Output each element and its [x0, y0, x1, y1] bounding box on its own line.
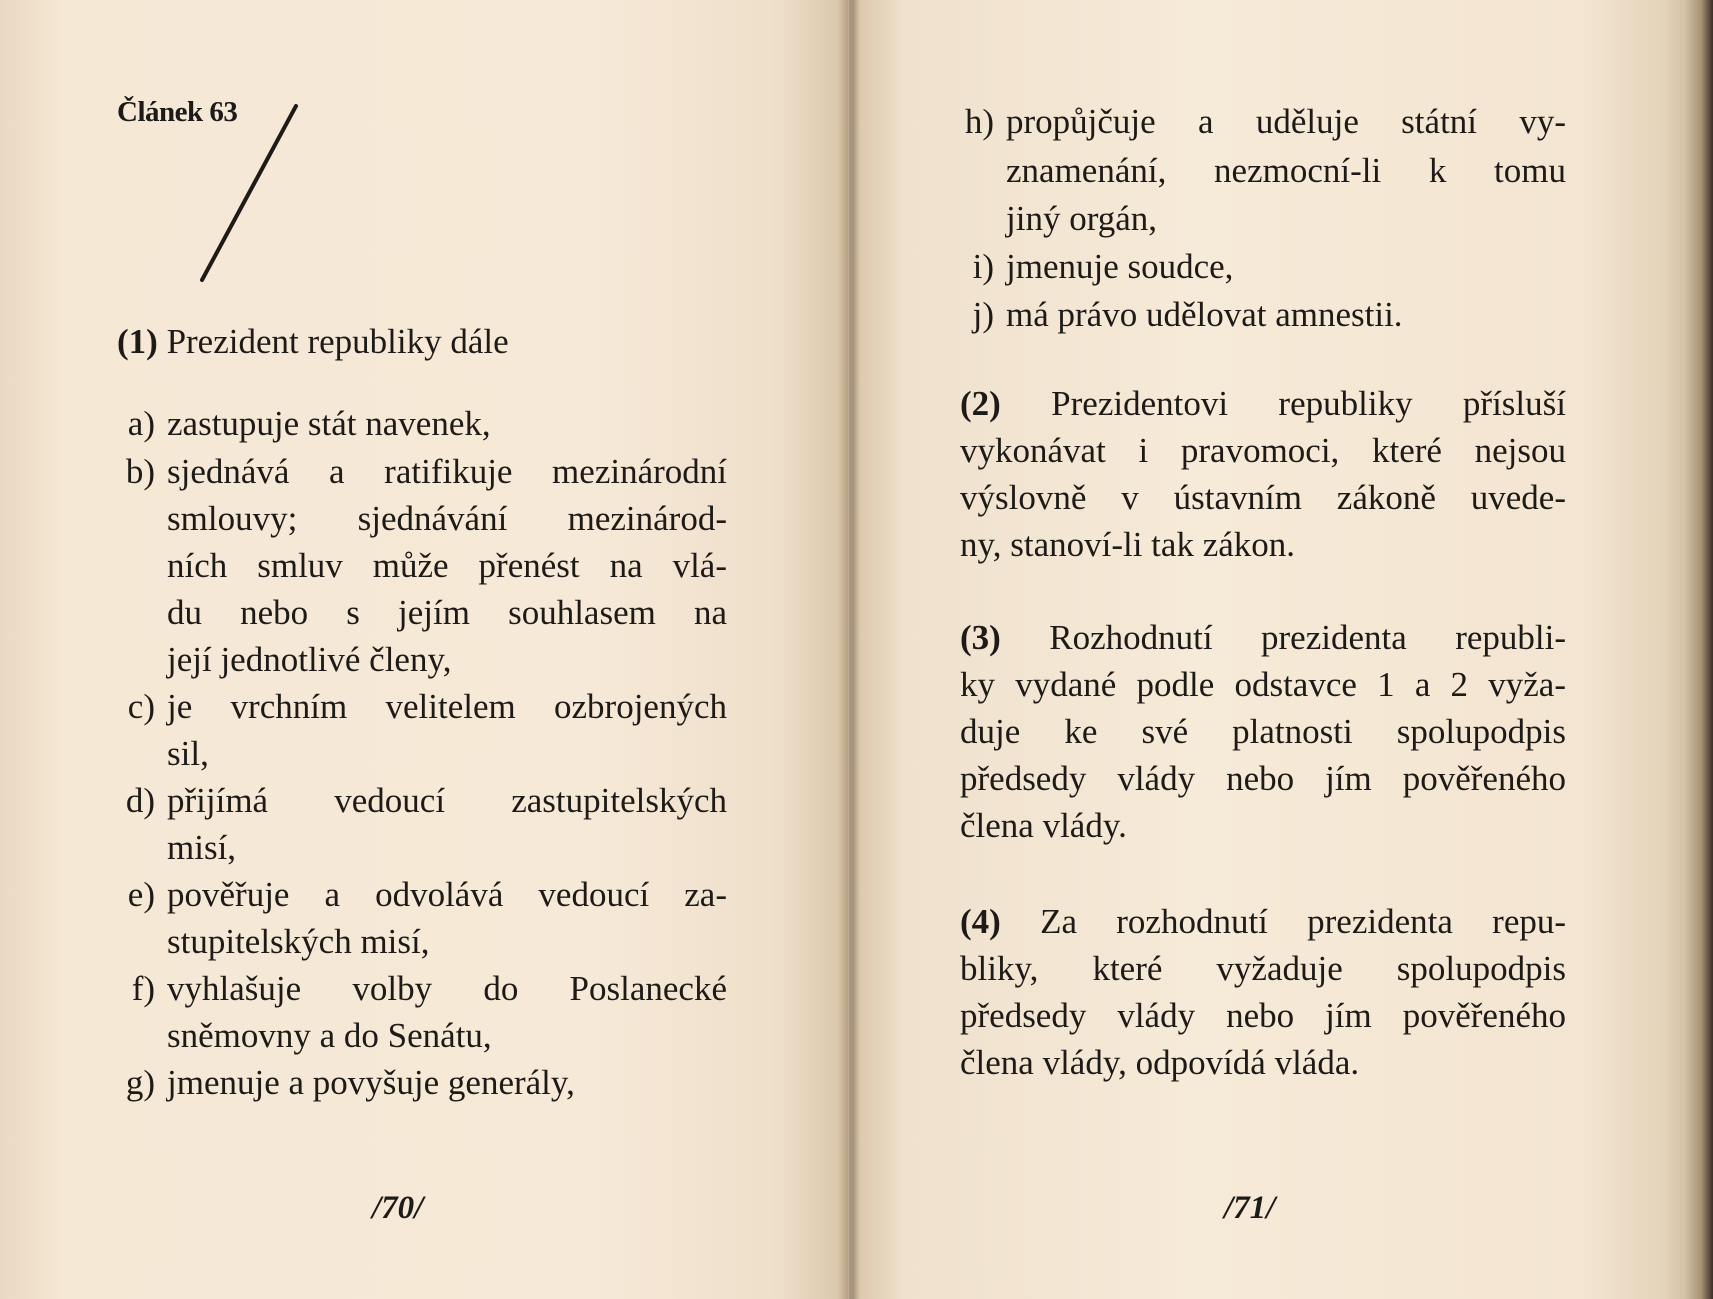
paragraph-4-line — [960, 898, 1566, 945]
item-marker: j) — [972, 295, 994, 334]
paragraph-line: ny, stanoví-li tak zákon. — [960, 525, 1296, 564]
item-marker: h) — [964, 102, 994, 141]
paragraph-text: Rozhodnutí prezidenta republi- — [1049, 618, 1566, 657]
item-line: znamenání, nezmocní-li k tomu — [1006, 151, 1566, 190]
item-line: sil, — [167, 734, 209, 773]
paragraph-line: výslovně v ústavním zákoně uvede- — [960, 478, 1566, 517]
item-line: jiný orgán, — [1006, 199, 1158, 238]
paragraph-text: Za rozhodnutí prezidenta repu- — [1040, 902, 1567, 941]
article-heading: Článek 63 — [117, 96, 238, 128]
page-edge — [1665, 0, 1713, 1299]
page-number-left: /70/ — [372, 1190, 424, 1226]
page-number-right: /71/ — [1224, 1190, 1276, 1226]
item-marker: a) — [127, 404, 155, 443]
item-line: smlouvy; sjednávání mezinárod- — [167, 499, 727, 538]
paragraph-line: předsedy vlády nebo jím pověřeného — [960, 996, 1566, 1035]
handwritten-slash-mark — [196, 100, 306, 290]
item-marker: e) — [127, 875, 155, 914]
item-line: zastupuje stát navenek, — [167, 404, 491, 443]
item-line: propůjčuje a uděluje státní vy- — [1006, 102, 1566, 141]
item-marker: i) — [972, 247, 994, 286]
paragraph-line: člena vlády. — [960, 806, 1127, 845]
paragraph-line: předsedy vlády nebo jím pověřeného — [960, 759, 1566, 798]
item-line: misí, — [167, 828, 237, 867]
item-marker: b) — [125, 452, 155, 491]
item-line: stupitelských misí, — [167, 922, 430, 961]
paragraph-line: vykonávat i pravomoci, které nejsou — [960, 431, 1566, 470]
item-marker: c) — [127, 687, 155, 726]
item-line: jmenuje soudce, — [1006, 247, 1234, 286]
book-gutter — [838, 0, 860, 1299]
item-line: ních smluv může přenést na vlá- — [167, 546, 727, 585]
item-line: vyhlašuje volby do Poslanecké — [167, 969, 727, 1008]
paragraph-number: (1) — [117, 322, 158, 361]
paragraph-2-line — [960, 380, 1566, 427]
paragraph-line: člena vlády, odpovídá vláda. — [960, 1043, 1360, 1082]
item-line: její jednotlivé členy, — [167, 640, 452, 679]
paragraph-text: Prezident republiky dále — [166, 322, 509, 361]
paragraph-number: (4) — [960, 902, 1001, 941]
paragraph-number: (2) — [960, 384, 1001, 423]
item-line: přijímá vedoucí zastupitelských — [167, 781, 727, 820]
item-line: sjednává a ratifikuje mezinárodní — [167, 452, 727, 491]
paragraph-1-line — [117, 318, 509, 365]
paragraph-number: (3) — [960, 618, 1001, 657]
item-line: jmenuje a povyšuje generály, — [167, 1063, 575, 1102]
item-marker: f) — [131, 969, 155, 1008]
paragraph-line: bliky, které vyžaduje spolupodpis — [960, 949, 1566, 988]
item-line: du nebo s jejím souhlasem na — [167, 593, 727, 632]
left-page — [0, 0, 848, 1299]
paragraph-line: ky vydané podle odstavce 1 a 2 vyža- — [960, 665, 1566, 704]
paragraph-3-line — [960, 614, 1566, 661]
paragraph-line: duje ke své platnosti spolupodpis — [960, 712, 1566, 751]
item-line: pověřuje a odvolává vedoucí za- — [167, 875, 727, 914]
item-marker: d) — [125, 781, 155, 820]
right-page — [852, 0, 1713, 1299]
item-line: sněmovny a do Senátu, — [167, 1016, 492, 1055]
item-marker: g) — [125, 1063, 155, 1102]
item-line: má právo udělovat amnestii. — [1006, 295, 1403, 334]
item-line: je vrchním velitelem ozbrojených — [167, 687, 727, 726]
paragraph-text: Prezidentovi republiky přísluší — [1051, 384, 1566, 423]
